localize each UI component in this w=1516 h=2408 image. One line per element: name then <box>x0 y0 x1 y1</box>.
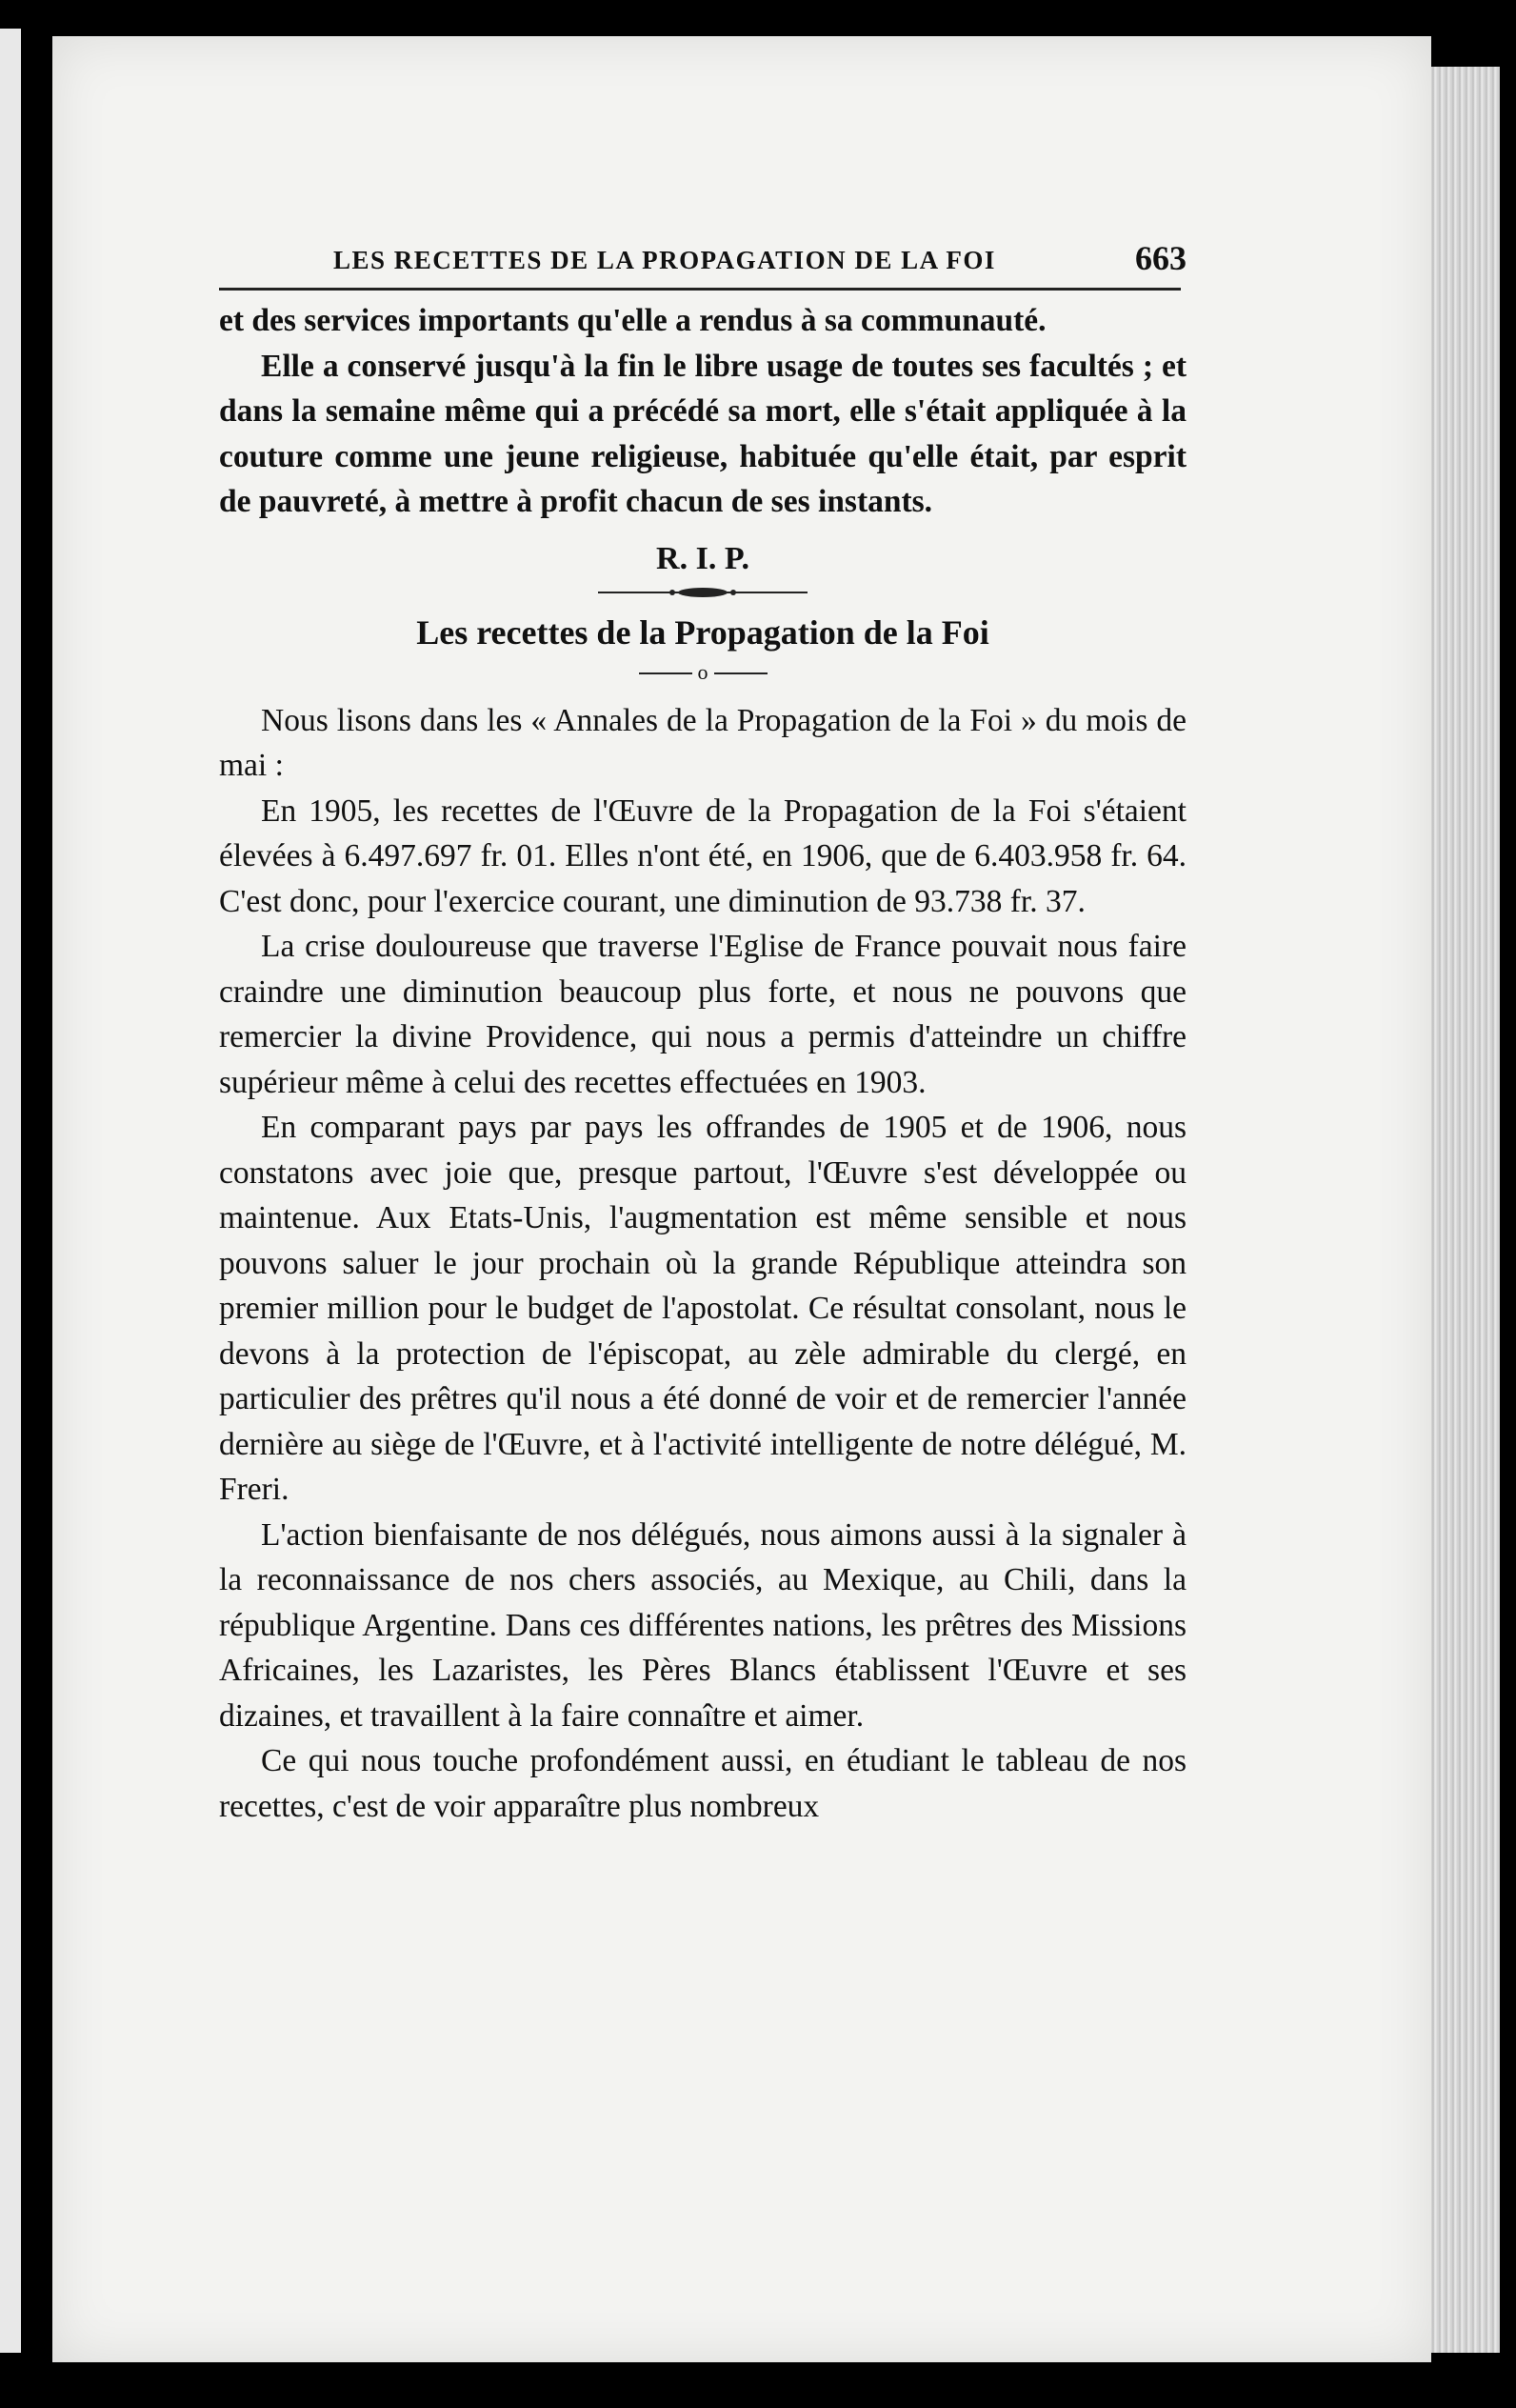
page-header <box>219 234 1187 284</box>
rip-line: R. I. P. <box>656 540 749 576</box>
ornament-divider-icon <box>598 584 808 601</box>
small-divider <box>219 658 1187 687</box>
paragraph: L'action bienfaisante de nos délégués, nous aimons aussi à la signaler à la reconnaissance de nos chers associés, au Mexique, au Chili, dans la république Argentine. Dans ces différentes nations, les prêtres des Missions Africaines, les Lazaristes, les Pères Blancs établissent l'Œuvre et ses dizaines, et travaillent à la faire connaître et aimer. <box>219 1516 1187 1734</box>
running-title: LES RECETTES DE LA PROPAGATION DE LA FOI <box>333 246 996 274</box>
paragraph: Elle a conservé jusqu'à la fin le libre usage de toutes ses facultés ; et dans la semaine même qui a précédé sa mort, elle s'était appliquée à la couture comme une jeune religieuse, habituée qu'elle était, par esprit de pauvreté, à mettre à profit chacun de ses instants. <box>219 348 1187 519</box>
section-heading: Les recettes de la Propagation de la Foi <box>416 612 989 652</box>
paragraph: En 1905, les recettes de l'Œuvre de la Propagation de la Foi s'étaient élevées à 6.497.697 fr. 01. Elles n'ont été, en 1906, que de 6.403.958 fr. 64. C'est donc, pour l'exercice courant, une diminution de 93.738 fr. 37. <box>219 793 1187 919</box>
page-number: 663 <box>1135 239 1187 277</box>
divider-line-right <box>714 672 768 674</box>
paragraph-continuation: et des services importants qu'elle a rendus à sa communauté. <box>219 303 1047 338</box>
page-stack-edges <box>1431 67 1500 2353</box>
paragraph: Nous lisons dans les « Annales de la Propagation de la Foi » du mois de mai : <box>219 702 1187 783</box>
page-content <box>219 234 1187 1829</box>
divider-line-left <box>639 672 692 674</box>
previous-page-edge <box>0 29 21 2353</box>
paragraph: La crise douloureuse que traverse l'Eglise de France pouvait nous faire craindre une diminution beaucoup plus forte, et nous ne pouvons que remercier la divine Providence, qui nous a permis d'atteindre un chiffre supérieur même à celui des recettes effectuées en 1903. <box>219 929 1187 1100</box>
paragraph: En comparant pays par pays les offrandes de 1905 et de 1906, nous constatons avec joie que, presque partout, l'Œuvre s'est développée ou maintenue. Aux Etats-Unis, l'augmentation est même sensible et nous pouvons saluer le jour prochain où la grande République atteindra son premier million pour le budget de l'apostolat. Ce résultat consolant, nous le devons à la protection de l'épiscopat, au zèle admirable du clergé, en particulier des prêtres qu'il nous a été donné de voir et de remercier l'année dernière au siège de l'Œuvre, et à l'activité intelligente de notre délégué, M. Freri. <box>219 1110 1187 1507</box>
divider-mark: o <box>697 659 708 684</box>
header-rule <box>219 288 1181 291</box>
paragraph: Ce qui nous touche profondément aussi, en étudiant le tableau de nos recettes, c'est de voir apparaître plus nombreux <box>219 1743 1187 1824</box>
